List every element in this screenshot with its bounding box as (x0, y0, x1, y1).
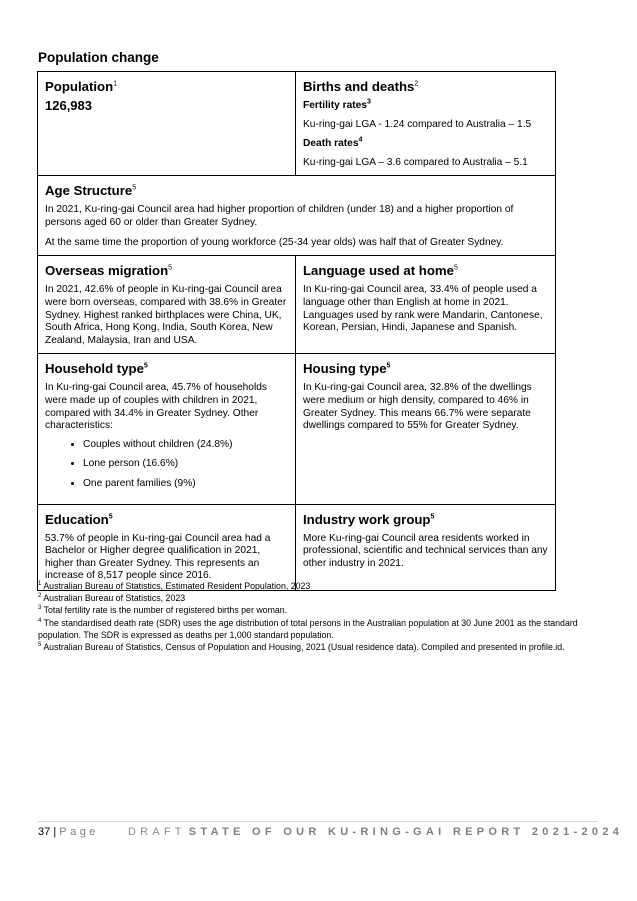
death-label: Death rates$^4$ (303, 136, 363, 150)
industry-text: More Ku-ring-gai Council area residents worked in professional, scientific and technical services than any other industry in 2021. (303, 532, 548, 569)
population-cell (38, 72, 296, 176)
language-cell (296, 256, 556, 354)
list-item: • Lone person (16.6%) (83, 458, 288, 471)
overseas-text: In 2021, 42.6% of people in Ku-ring-gai Council area were born overseas, compared with 38.6% in Greater Sydney. Highest ranked birthplaces were China, UK, South Africa, Hong Kong, India, South Korea, New Zealand, Malaysia, Iran and USA. (45, 284, 287, 346)
overseas-heading: Overseas migration$^5$ (45, 263, 173, 279)
language-text: In Ku-ring-gai Council area, 33.4% of people used a language other than English at home in 2021. Languages used by rank were Mandarin, Cantonese, Korean, Persian, Hindi, Japanese and Spanish. (303, 284, 543, 334)
fertility-label: Fertility rates$^3$ (303, 98, 371, 111)
population-value: 126,983 (45, 98, 92, 113)
age-structure-cell (38, 176, 556, 256)
footnote: $^1$ Australian Bureau of Statistics, Estimated Resident Population, 2023 (38, 581, 311, 591)
footnote: $^2$ Australian Bureau of Statistics, 2023 (38, 593, 186, 604)
footer-divider (38, 821, 598, 822)
housing-cell (296, 354, 556, 504)
footnote: $^4$ The standardised death rate (SDR) uses the age distribution of total persons in the Australian population at 30 June 2001 as the standard population. The SDR is expressed as deaths per 1,000 standard population. (38, 617, 578, 640)
death-ref: 4 (358, 136, 363, 144)
housing-text: In Ku-ring-gai Council area, 32.8% of the dwellings were medium or high density, compared to 46% in Greater Sydney. This means 66.7% were separate dwellings compared to 55% for Greater Sydney. (303, 382, 532, 432)
household-text: In Ku-ring-gai Council area, 45.7% of households were made up of couples with children in 2021, compared with 34.4% in Greater Sydney. Other characteristics: (45, 382, 267, 432)
industry-cell (296, 504, 556, 590)
draft-label: DRAFT (128, 826, 186, 838)
population-heading: Population$^1$ (45, 79, 118, 94)
age-structure-ref: 5 (132, 184, 137, 192)
births-deaths-cell (296, 72, 556, 176)
fertility-text: Ku-ring-gai LGA - 1.24 compared to Australia – 1.5 (303, 118, 532, 130)
household-heading: Household type$^5$ (45, 361, 148, 377)
language-ref: 5 (453, 264, 458, 272)
education-heading: Education$^5$ (45, 511, 113, 527)
age-structure-heading: Age Structure$^5$ (45, 183, 137, 199)
page-number: 37 (38, 826, 51, 838)
education-ref: 5 (108, 513, 113, 521)
age-structure-p2: At the same time the proportion of young workforce (25-34 year olds) was half that of Greater Sydney. (45, 236, 504, 248)
housing-heading: Housing type$^5$ (303, 361, 391, 377)
report-title: STATE OF OUR KU-RING-GAI REPORT 2021-2024 (188, 826, 624, 838)
population-table (37, 71, 556, 591)
education-text: 53.7% of people in Ku-ring-gai Council area had a Bachelor or Higher degree qualification in 2021, higher than Greater Sydney. This represents an increase of 8,517 people since 2016. (45, 532, 271, 582)
age-structure-p1: In 2021, Ku-ring-gai Council area had higher proportion of children (under 18) and a higher proportion of persons aged 60 or older than Greater Sydney. (45, 204, 514, 228)
footnote: $^3$ Total fertility rate is the number of registered births per woman. (38, 605, 288, 616)
household-ref: 5 (143, 362, 148, 370)
footnote: $^5$ Australian Bureau of Statistics, Census of Population and Housing, 2021 (Usual residence data). Compiled and presented in profile.id. (38, 642, 565, 653)
list-item: • One parent families (9%) (83, 478, 288, 491)
overseas-cell (38, 256, 296, 354)
page-word: Page (59, 826, 99, 838)
population-ref: 1 (113, 80, 118, 88)
births-deaths-ref: 2 (414, 80, 419, 88)
education-cell (38, 504, 296, 590)
page-separator: | (53, 826, 57, 838)
births-deaths-heading: Births and deaths$^2$ (303, 79, 419, 94)
death-text: Ku-ring-gai LGA – 3.6 compared to Australia – 5.1 (303, 156, 528, 168)
section-title: Population change (38, 50, 159, 65)
page-footer (38, 826, 623, 838)
household-list (45, 439, 288, 491)
language-heading: Language used at home$^5$ (303, 263, 458, 279)
fertility-ref: 3 (366, 98, 371, 106)
housing-ref: 5 (386, 362, 391, 370)
overseas-ref: 5 (168, 264, 173, 272)
list-item: • Couples without children (24.8%) (83, 439, 288, 452)
footnotes (38, 580, 598, 653)
household-cell (38, 354, 296, 504)
industry-ref: 5 (430, 513, 435, 521)
industry-heading: Industry work group$^5$ (303, 511, 435, 527)
